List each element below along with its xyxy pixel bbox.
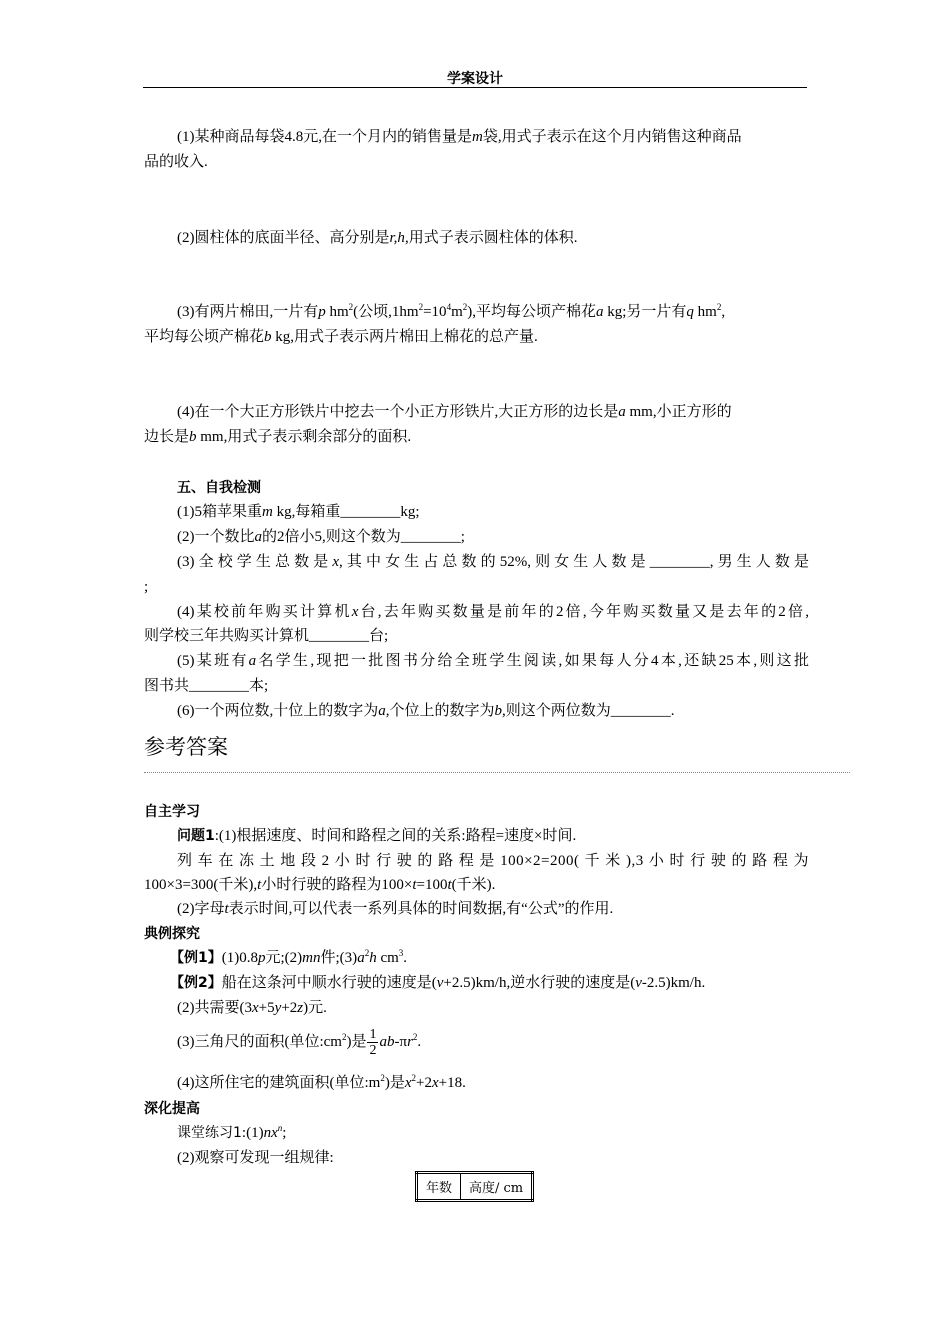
self-check-q6: (6)一个两位数,十位上的数字为a,个位上的数字为b,则这个两位数为________. [177,703,675,719]
problem-3-line-1: (3)有两片棉田,一片有p $hm^2$(公顷$,1hm^2=10^4m^2$),平均每公顷产棉花a kg;另一片有q $hm^2$, [177,302,726,320]
answer-question-1: 问题1:(1)根据速度、时间和路程之间的关系:路程=速度×时间. [177,828,577,844]
problem-1-line-2: 品的收入. [144,154,208,170]
fraction-one-half: $\frac{1}{2}$ [369,1027,377,1059]
class-practice-1: 课堂练习$1:(1)nx^n$; [177,1123,287,1141]
self-check-q5: (5)某班有a名学生,现把一批图书分给全班学生阅读,如果每人分4本,还缺25本,则这批 [177,653,809,669]
self-check-q4-line-2: 则学校三年共购买计算机________台; [144,628,389,644]
answer-letter-t: (2)字母t表示时间,可以代表一系列具体的时间数据,有“公式”的作用. [177,901,614,917]
dotted-divider [144,772,850,773]
self-check-q3-end: ; [144,579,149,595]
self-check-title: 五、自我检测 [177,480,261,496]
problem-3-line-2: 平均每公顷产棉花b kg,用式子表示两片棉田上棉花的总产量. [144,329,538,345]
problem-4-line-1: (4)在一个大正方形铁片中挖去一个小正方形铁片,大正方形的边长是a mm,小正方形的 [177,404,732,420]
self-check-q1: (1)5箱苹果重m kg,每箱重________kg; [177,504,420,520]
problem-4-line-2: 边长是b mm,用式子表示剩余部分的面积. [144,429,412,445]
table-header-years: 年数 [417,1173,461,1201]
table-header-row [417,1173,533,1201]
self-check-q5-line-2: 图书共________本; [144,678,269,694]
page-header-title: 学案设计 [447,71,503,87]
height-table [415,1171,534,1202]
class-practice-1-part-2: (2)观察可发现一组规律: [177,1150,334,1166]
answer-distance-line: 列车在冻土地段2小时行驶的路程是100×2=200(千米),3小时行驶的路程为 [177,853,809,869]
example-1-answer: 【例1】(1)0.8p元;(2)mn件$;(3)a^2h$ $cm^3$. [170,948,408,966]
section-examples: 典例探究 [144,926,200,942]
self-check-q4: (4)某校前年购买计算机x台,去年购买数量是前年的2倍,今年购买数量又是去年的2倍, [177,604,809,620]
section-self-study: 自主学习 [144,804,200,820]
self-check-q3: (3)全校学生总数是x,其中女生占总数的52%,则女生人数是________,男生人数是 [177,554,809,570]
header-rule [143,87,807,88]
answers-title: 参考答案 [144,735,228,759]
problem-1-line-1: (1)某种商品每袋4.8元,在一个月内的销售量是m袋,用式子表示在这个月内销售这种商品 [177,129,742,145]
problem-2: (2)圆柱体的底面半径、高分别是r,h,用式子表示圆柱体的体积. [177,230,578,246]
example-2-answer: 【例2】船在这条河中顺水行驶的速度是(v+2.5)km/h,逆水行驶的速度是(v-2.5)km/h. [170,975,706,991]
example-2-part-3: (3)三角尺的面积(单位$:cm^2$)是 $\frac{1}{2}$ $ab-\pi r^2$. [177,1027,422,1059]
table-header-height: 高度/ cm [461,1173,533,1201]
section-deepen: 深化提高 [144,1101,200,1117]
example-2-part-4: (4)这所住宅的建筑面积(单位$:m^2$)是$x^2+2x+18$. [177,1073,466,1091]
self-check-q2: (2)一个数比a的2倍小5,则这个数为________; [177,529,465,545]
example-2-part-2: (2)共需要(3x+5y+2z)元. [177,1000,327,1016]
answer-distance-line-2: 100×3=300(千米),t小时行驶的路程为100×t=100t(千米). [144,877,496,893]
